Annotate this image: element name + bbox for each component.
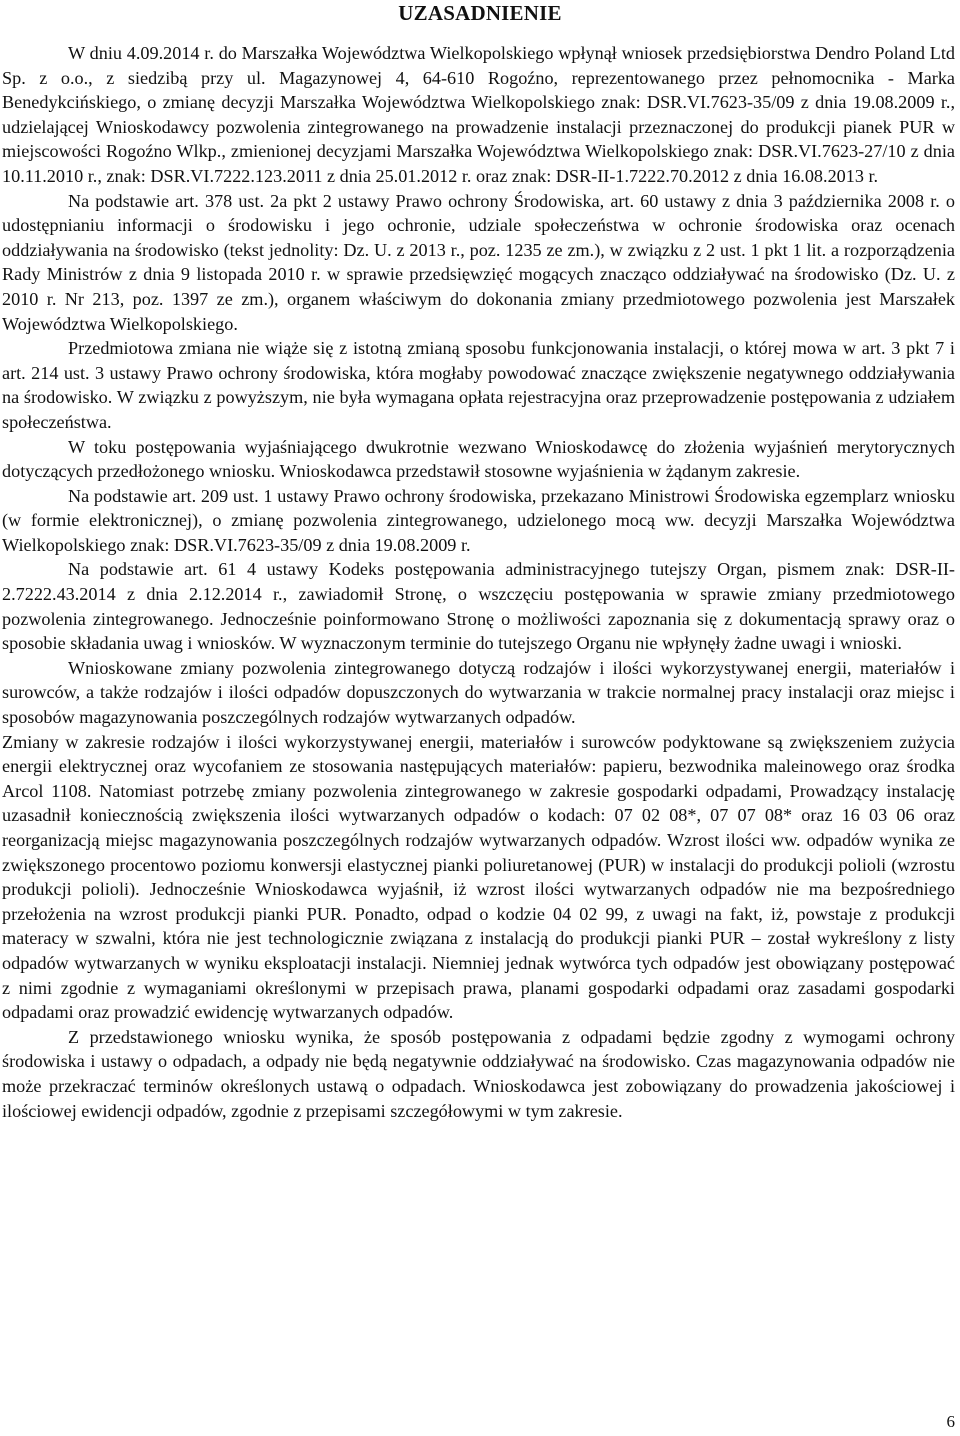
document-title: UZASADNIENIE (398, 1, 562, 25)
document-body (2, 41, 955, 1123)
paragraph-change-scope: Przedmiotowa zmiana nie wiąże się z istotną zmianą sposobu funkcjonowania instalacji, o której mowa w art. 3 pkt 7 i art. 214 ust. 3 ustawy Prawo ochrony środowiska, która mogłaby powodować znaczące zwiększenie negatywnego oddziaływania na środowisko. W związku z powyższym, nie była wymagana opłata rejestracyjna oraz przeprowadzenie postępowania z udziałem społeczeństwa. (2, 338, 955, 432)
paragraph-party-notice: Na podstawie art. 61 4 ustawy Kodeks postępowania administracyjnego tutejszy Organ, pismem znak: DSR-II-2.7222.43.2014 z dnia 2.12.2014 r., zawiadomił Stronę, o wszczęciu postępowania w sprawie zmiany przedmiotowego pozwolenia zintegrowanego. Jednocześnie poinformowano Stronę o możliwości zapoznania się z dokumentacją sprawy oraz o sposobie składania uwag i wniosków. W wyznaczonym terminie do tutejszego Organu nie wpłynęły żadne uwagi i wnioski. (2, 559, 955, 654)
paragraph-conclusion: Z przedstawionego wniosku wynika, że sposób postępowania z odpadami będzie zgodny z wymogami ochrony środowiska i ustawy o odpadach, a odpady nie będą negatywnie oddziaływać na środowisko. Czas magazynowania odpadów nie może przekraczać terminów określonych ustawą o odpadach. Wnioskodawca jest zobowiązany do prowadzenia jakościowej i ilościowej ewidencji odpadów, zgodnie z przepisami szczegółowymi w tym zakresie. (2, 1026, 955, 1121)
page-number: 6 (946, 1412, 955, 1431)
paragraph-explanations: W toku postępowania wyjaśniającego dwukrotnie wezwano Wnioskodawcę do złożenia wyjaśnień merytorycznych dotyczących przedłożonego wniosku. Wnioskodawca przedstawił stosowne wyjaśnienia w żądanym zakresie. (2, 436, 955, 482)
paragraph-minister-notice: Na podstawie art. 209 ust. 1 ustawy Prawo ochrony środowiska, przekazano Ministrowi Środowiska egzemplarz wniosku (w formie elektronicznej), o zmianę pozwolenia zintegrowanego, udzielonego mocą ww. decyzji Marszałka Województwa Wielkopolskiego znak: DSR.VI.7623-35/09 z dnia 19.08.2009 r. (2, 485, 955, 555)
paragraph-application: W dniu 4.09.2014 r. do Marszałka Województwa Wielkopolskiego wpłynął wniosek przedsiębiorstwa Dendro Poland Ltd Sp. z o.o., z siedzibą przy ul. Magazynowej 4, 64-610 Rogoźno, reprezentowanego przez pełnomocnika - Marka Benedykcińskiego, o zmianę decyzji Marszałka Województwa Wielkopolskiego znak: DSR.VI.7623-35/09 z dnia 19.08.2009 r., udzielającej Wnioskodawcy pozwolenia zintegrowanego na prowadzenie instalacji przeznaczonej do produkcji pianek PUR w miejscowości Rogoźno Wlkp., zmienionej decyzjami Marszałka Województwa Wielkopolskiego znak: DSR.VI.7623-27/10 z dnia 10.11.2010 r., znak: DSR.VI.7222.123.2011 z dnia 25.01.2012 r. oraz znak: DSR-II-1.7222.70.2012 z dnia 16.08.2013 r. (2, 43, 955, 186)
paragraph-legal-basis: Na podstawie art. 378 ust. 2a pkt 2 ustawy Prawo ochrony Środowiska, art. 60 ustawy z dnia 3 października 2008 r. o udostępnianiu informacji o środowisku i jego ochronie, udziale społeczeństwa w ochronie środowiska oraz ocenach oddziaływania na środowisko (tekst jednolity: Dz. U. z 2013 r., poz. 1235 ze zm.), w związku z 2 ust. 1 pkt 1 lit. a rozporządzenia Rady Ministrów z dnia 9 listopada 2010 r. w sprawie przedsięwzięć mogących znacząco oddziaływać na środowisko (Dz. U. z 2010 r. Nr 213, poz. 1397 ze zm.), organem właściwym do dokonania zmiany przedmiotowego pozwolenia jest Marszałek Województwa Wielkopolskiego. (2, 190, 955, 334)
paragraph-requested-changes: Wnioskowane zmiany pozwolenia zintegrowanego dotyczą rodzajów i ilości wykorzystywanej energii, materiałów i surowców, a także rodzajów i ilości odpadów dopuszczonych do wytwarzania w trakcie normalnej pracy instalacji oraz miejsc i sposobów magazynowania poszczególnych rodzajów wytwarzanych odpadów. (2, 657, 955, 728)
paragraph-change-details: Zmiany w zakresie rodzajów i ilości wykorzystywanej energii, materiałów i surowców podyktowane są zwiększeniem zużycia energii elektrycznej oraz wycofaniem ze stosowania następujących materiałów: papieru, bezwodnika maleinowego oraz środka Arcol 1108. Natomiast potrzebę zmiany pozwolenia zintegrowanego w zakresie gospodarki odpadami, Prowadzący instalację uzasadnił koniecznością zwiększenia ilości wytwarzanych odpadów o kodach: 07 02 08*, 07 07 08* oraz 16 03 06 oraz reorganizacją miejsc magazynowania poszczególnych rodzajów wytwarzanych odpadów. Wzrost ilości ww. odpadów wynika ze zwiększonego procentowo poziomu konwersji elastycznej pianki poliuretanowej (PUR) w instalacji do produkcji polioli (wzrostu produkcji polioli). Jednocześnie Wnioskodawca wyjaśnił, iż wzrost ilości wytwarzanych odpadów nie ma bezpośredniego przełożenia na wzrost produkcji pianki PUR. Ponadto, odpad o kodzie 04 02 99, z uwagi na fakt, iż, powstaje z produkcji materacy w szwalni, która nie jest technologicznie związana z instalacją do produkcji pianki PUR – został wykreślony z listy odpadów wytwarzanych w wyniku eksploatacji instalacji. Niemniej jednak wytwórca tych odpadów jest obowiązany postępować z nimi zgodnie z wymaganiami określonymi w przepisach prawa, planami gospodarki odpadami oraz zasadami gospodarki odpadami oraz prowadzić ewidencję wytwarzanych odpadów. (2, 731, 955, 1023)
